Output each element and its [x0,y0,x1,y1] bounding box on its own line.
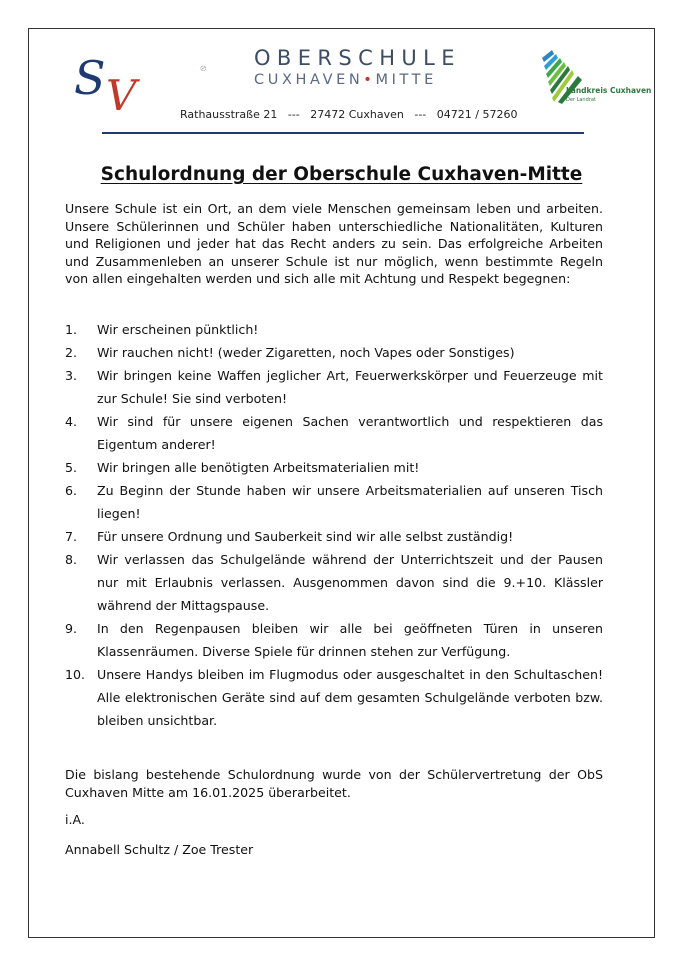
rule-item [65,318,603,341]
rule-item [65,364,603,410]
header-divider [102,132,584,134]
rule-text: Wir erscheinen pünktlich! [97,322,259,337]
rule-text: Wir bringen keine Waffen jeglicher Art, Feuerwerkskörper und Feuerzeuge mit zur Schule! Sie sind verboten! [97,368,603,406]
rule-number: 1. [65,322,78,337]
sv-logo [72,50,154,116]
rule-text: Für unsere Ordnung und Sauberkeit sind wir alle selbst zuständig! [97,529,514,544]
school-address: Rathausstraße 21 --- 27472 Cuxhaven --- 04721 / 57260 [180,108,518,121]
rule-number: 3. [65,368,78,383]
rule-item [65,525,603,548]
rule-item [65,479,603,525]
rule-text: Wir bringen alle benötigten Arbeitsmaterialien mit! [97,460,420,475]
school-name-subtitle [254,72,437,88]
rule-number: 2. [65,345,78,360]
svg-text:S: S [74,51,106,105]
rule-item [65,410,603,456]
rule-number: 4. [65,414,78,429]
rules-list [65,318,603,732]
rule-text: Wir rauchen nicht! (weder Zigaretten, noch Vapes oder Sonstiges) [97,345,515,360]
school-name-title: OBERSCHULE [254,46,461,70]
rule-number: 10. [65,667,86,682]
rule-item [65,341,603,364]
rule-item [65,456,603,479]
intro-paragraph: Unsere Schule ist ein Ort, an dem viele Menschen gemeinsam leben und arbeiten. Unsere Schülerinnen und Schüler haben unterschiedliche Nationalitäten, Kulturen und Religionen und jeder hat das Recht anders zu sein. Das erfolgreiche Arbeiten und Zusammenleben an unserer Schule ist nur möglich, wenn bestimmte Regeln von allen eingehalten werden und sich alle mit Achtung und Respekt begegnen: [65,201,603,287]
rule-text: Zu Beginn der Stunde haben wir unsere Arbeitsmaterialien auf unseren Tisch liegen! [97,483,603,521]
rule-text: Wir sind für unsere eigenen Sachen verantwortlich und respektieren das Eigentum anderer! [97,414,603,452]
rule-number: 7. [65,529,78,544]
rule-number: 5. [65,460,78,475]
school-name-dot: • [363,72,376,88]
rule-text: In den Regenpausen bleiben wir alle bei geöffneten Türen in unseren Klassenräumen. Diverse Spiele für drinnen stehen zur Verfügung. [97,621,603,659]
rule-number: 9. [65,621,78,636]
closing-paragraph: Die bislang bestehende Schulordnung wurde von der Schülervertretung der ObS Cuxhaven Mitte am 16.01.2025 überarbeitet. [65,767,603,800]
rule-item [65,663,603,732]
school-compass-logo [200,47,244,91]
rule-number: 8. [65,552,78,567]
signers: Annabell Schultz / Zoe Trester [65,842,254,857]
document-title: Schulordnung der Oberschule Cuxhaven-Mitte [100,164,583,185]
school-name-district: MITTE [375,72,437,88]
rule-number: 6. [65,483,78,498]
rule-text: Unsere Handys bleiben im Flugmodus oder ausgeschaltet in den Schultaschen! Alle elektronischen Geräte sind auf dem gesamten Schulgelände verboten bzw. bleiben unsichtbar. [97,667,603,728]
school-name-city: CUXHAVEN [254,72,364,88]
rule-item [65,617,603,663]
county-subtitle: Der Landrat [566,97,596,103]
county-name: Landkreis Cuxhaven [566,86,652,95]
rule-text: Wir verlassen das Schulgelände während der Unterrichtszeit und der Pausen nur mit Erlaubnis verlassen. Ausgenommen davon sind die 9.+10. Klässler während der Mittagspause. [97,552,603,613]
on-behalf-label: i.A. [65,812,85,827]
svg-text:V: V [106,71,137,116]
rule-item [65,548,603,617]
